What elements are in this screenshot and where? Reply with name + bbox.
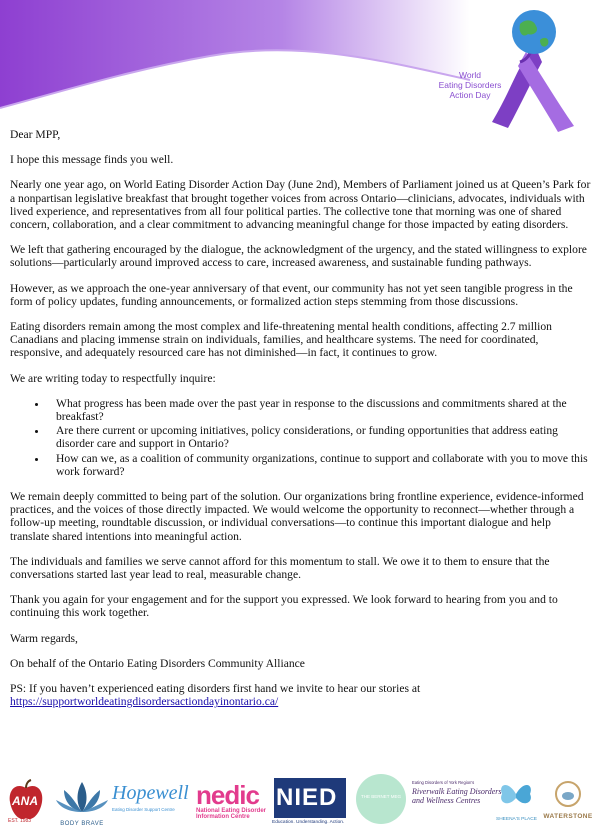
nedic-subtitle-2: Information Centre [196,814,250,820]
nedic-name: nedic [196,780,259,810]
ribbon-line-2: Eating Disorders [438,80,502,90]
circle-org-name: THE BERNET MEG [361,794,401,799]
nied-logo [270,778,352,830]
circle-org-logo [356,774,408,830]
letterhead [0,0,600,130]
list-item: • How can we, as a coalition of community organizations, continue to support and collaborate with you to move this work forward? [48,452,592,478]
salutation: Dear MPP, [10,128,61,141]
paragraph-4: Eating disorders remain among the most complex and life-threatening mental health conditions, affecting 2.7 million Canadians and placing immense strain on individuals, families, and healthcare systems. The need for coordinated, responsive, and adequately resourced care has not diminished—in fact, it continues to grow. [10,320,552,360]
body-brave-logo [54,778,110,828]
waterstone-name: WATERSTONE [543,813,593,820]
butterfly-icon [496,776,536,812]
paragraph-1: Nearly one year ago, on World Eating Disorder Action Day (June 2nd), Members of Parliament joined us at Queen’s Park for a nonpartisan legislative breakfast that brought together voices from across Ontario—clinicians, advocates, individuals with lived experience, and representatives from all four political parties. The collective tone that morning was one of shared concern, collaboration, and a clear commitment to advancing meaningful change for those impacted by eating disorders. [10,178,591,232]
nied-name: NIED [276,784,338,811]
closing-paragraph-3: Thank you again for your engagement and for the support you expressed. We look forward to hearing from you and to continuing this work together. [10,593,558,620]
nedic-subtitle-1: National Eating Disorder [196,808,267,814]
sheenas-place-name: SHEENA'S PLACE [496,817,537,822]
riverwalk-name-1: Riverwalk Eating Disorders [412,787,502,796]
partner-logos-strip [0,772,600,834]
list-item: • What progress has been made over the past year in response to the discussions and commitments shared at the breakfast? [48,397,592,423]
signature: On behalf of the Ontario Eating Disorders Community Alliance [10,656,305,670]
ana-year: EST. 1983 [8,818,32,824]
nedic-logo [196,782,266,830]
riverwalk-name-2: and Wellness Centres [412,796,481,805]
riverwalk-tagline: Eating Disorders of York Region's [412,780,475,785]
postscript [10,682,592,708]
sheenas-place-logo [496,776,536,830]
hopewell-tagline: Eating Disorder Support Centre [112,807,175,812]
intro-line: I hope this message finds you well. [10,153,174,167]
postscript-text: PS: If you haven’t experienced eating disorders first hand we invite to hear our stories at [10,682,421,696]
ana-name: ANA [12,794,38,808]
hopewell-logo [112,782,192,830]
lotus-icon [54,778,110,816]
closing-paragraph-2: The individuals and families we serve cannot afford for this momentum to stall. We owe it to them to ensure that the conversations started last year lead to real, measurable change. [10,554,550,582]
riverwalk-logo [412,780,502,830]
ribbon-line-3: Action Day [449,90,491,100]
ana-logo [6,778,46,824]
letter-body [10,128,592,709]
stories-link[interactable]: https://supportworldeatingdisordersactiondayinontario.ca/ [10,695,279,709]
hopewell-name: Hopewell [112,782,189,804]
awareness-ribbon-logo [470,4,600,134]
ribbon-line-1: World [458,70,482,80]
inquiry-list [10,397,592,478]
paragraph-5: We are writing today to respectfully inquire: [10,371,216,385]
list-item: • Are there current or upcoming initiatives, policy considerations, or funding opportunities that address eating disorder care and support in Ontario? [48,424,592,450]
body-brave-name: BODY BRAVE [60,821,104,827]
paragraph-3: However, as we approach the one-year anniversary of that event, our community has not yet seen tangible progress in the form of policy updates, funding announcements, or formalized action steps stemming from those discussions. [10,281,573,308]
closing-paragraph-1: We remain deeply committed to being part of the solution. Our organizations bring frontline experience, evidence-informed practices, and the voices of those directly impacted. We would welcome the opportunity to reconnect—whether through a follow-up meeting, roundtable discussion, or individual conversations—to continue this important dialogue and help translate shared intentions into meaningful action. [10,490,584,543]
nied-tagline: Education. Understanding. Action. [272,820,345,825]
waterstone-logo [538,780,598,830]
paragraph-2: We left that gathering encouraged by the dialogue, the acknowledgment of the urgency, and the stated willingness to explore solutions—particularly around improved access to care, increased awareness, and sustainable funding pathways. [10,243,587,270]
ribbon-caption [425,70,515,100]
signoff: Warm regards, [10,631,78,645]
stone-circle-icon [538,780,598,808]
